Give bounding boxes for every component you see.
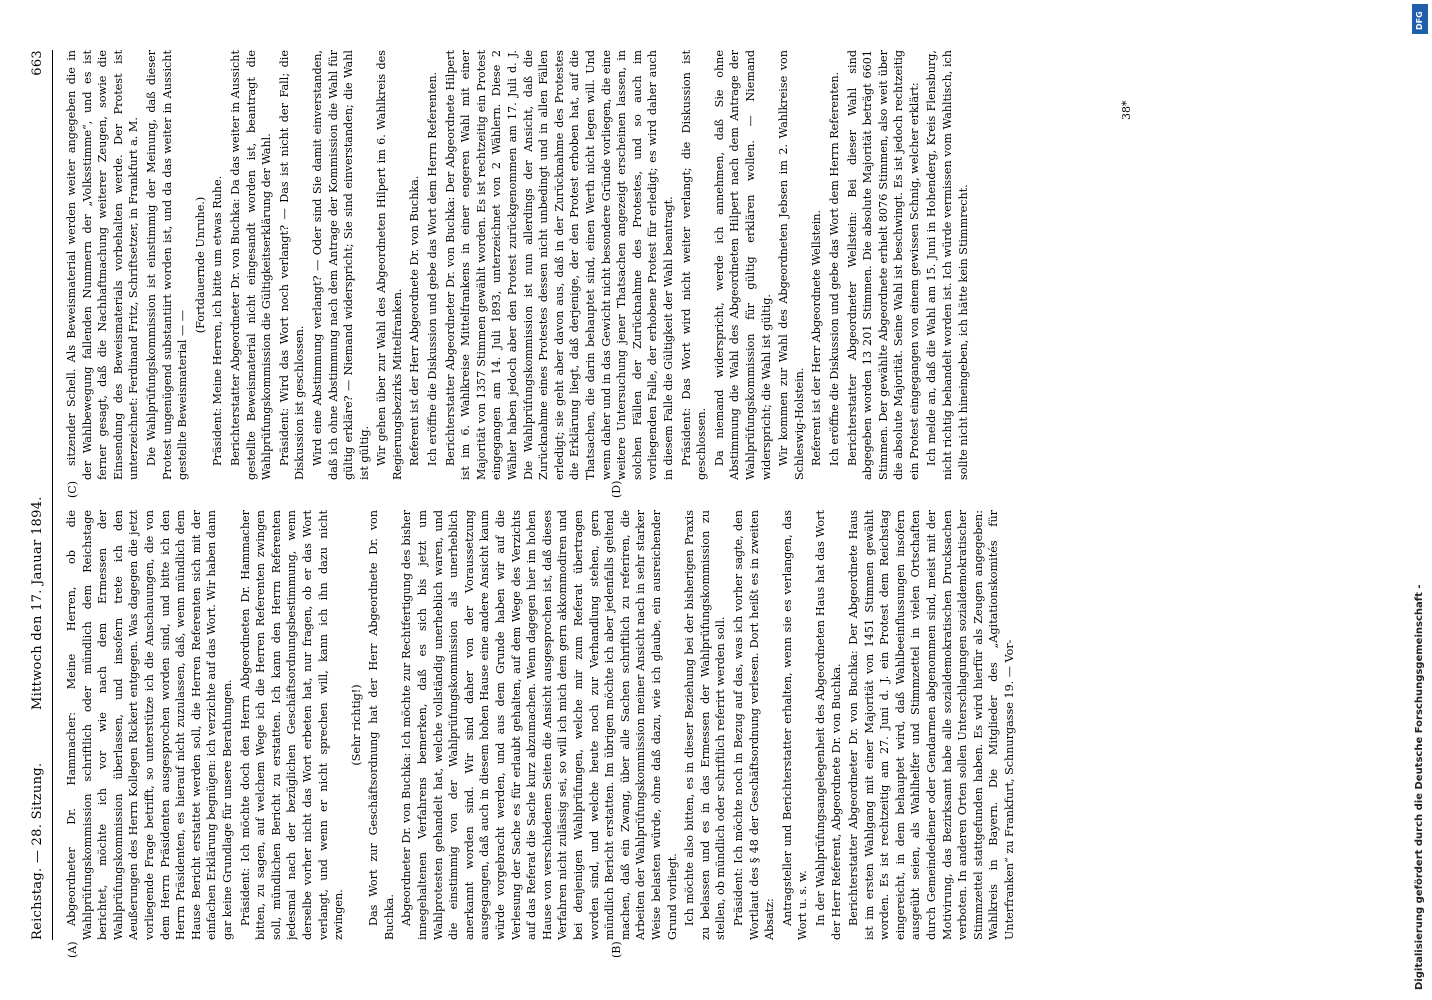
header-date: Mittwoch den 17. Januar 1894.	[30, 496, 45, 710]
paragraph: Wird eine Abstimmung verlangt? — Oder sind Sie damit einverstanden, daß ich ohne Abstimmung nach dem Antrage der Kommission die Wahl für gültig erkläre? — Niemand widerspricht; Sie sind einverstanden; die Wahl ist gültig.	[310, 50, 371, 480]
header-session: Reichstag. — 28. Sitzung.	[30, 762, 45, 940]
paragraph: Das Wort zur Geschäftsordnung hat der Herr Abgeordnete Dr. von Buchka.	[367, 510, 396, 940]
paragraph: Ich melde an, daß die Wahl am 15. Juni in Hohenderg, Kreis Flensburg, nicht richtig behandelt worden ist. Ich würde vermissen vom Wahltisch, ich sollte nicht hineingeben, ich hätte kein Stimmrecht.	[925, 50, 970, 480]
margin-marker-a: (A)	[66, 941, 79, 958]
paragraph: Präsident: Wird das Wort noch verlangt? — Das ist nicht der Fall; die Diskussion ist geschlossen.	[277, 50, 307, 480]
stage-direction: (Sehr richtig!)	[349, 684, 363, 766]
paragraph: Präsident: Meine Herren, ich bitte um etwas Ruhe.	[211, 175, 225, 466]
left-text-column	[64, 510, 1114, 940]
paragraph: Abgeordneter Dr. Hammacher: Meine Herren, ob die Wahlprüfungskommission schriftlich oder mündlich dem Reichstage berichtet, möchte ich vor wie nach dem Ermessen der Wahlprüfungskommission überlassen, und insofern trete ich den Aeußerungen des Herrn Kollegen Rickert entgegen. Was dagegen die jetzt vorliegende Frage betrifft, so unterstütze ich die Anschauungen, die von dem Herrn Präsidenten ausgesprochen worden sind, und bitte ich den Herrn Präsidenten, es hierauf nicht zuzulassen, daß, wenn mündlich dem Hause Bericht erstattet werden soll, die Herren Referenten sich mit der einfachen Erklärung begnügen: ich verzichte auf das Wort. Wir haben dann gar keine Grundlage für unsere Berathungen.	[65, 510, 234, 940]
dfg-logo-text: DFG	[1415, 11, 1424, 30]
folio-mark: 38*	[1120, 100, 1133, 120]
paragraph: Referent ist der Herr Abgeordnete Wellstein.	[810, 209, 824, 466]
paragraph: Berichterstatter Abgeordneter Dr. von Buchka: Der Abgeordnete Hilpert ist im 6. Wahlkreise Mittelfrankens in einer engeren Wahl mit einer Majorität von 1357 Stimmen gewählt worden. Es ist rechtzeitig ein Protest eingegangen am 14. Juli 1893, unterzeichnet von 2 Wählern. Diese 2 Wähler haben jedoch aber den Protest zurückgenommen am 17. Juli d. J. Die Wahlprüfungskommission ist nun allerdings der Ansicht, daß die Zurücknahme eines Protestes dessen nicht unbedingt und in allen Fällen erledigt; sie geht aber davon aus, daß in der Zurücknahme des Protestes die Erklärung liegt, daß derjenige, der den Protest erhoben hat, auf die Thatsachen, die darin behauptet sind, einen Werth nicht legen will. Und wenn daher und in das Gewicht nicht besondere Gründe vorliegen, die eine weitere Untersuchung jener Thatsachen angezeigt erscheinen lassen, in solchen Fällen der Zurücknahme des Protestes, und so auch im vorliegenden Falle, der erhobene Protest für erledigt; es wird daher auch in diesem Falle die Gültigkeit der Wahl beantragt.	[443, 50, 675, 480]
paragraph: Berichterstatter Abgeordneter Dr. von Buchka: Da das weiter in Aussicht gestellte Beweismaterial nicht eingesandt worden ist, beantragt die Wahlprüfungskommission die Gültigkeitserklärung der Wahl.	[228, 50, 274, 480]
right-text-column	[64, 50, 1114, 480]
dfg-logo	[1412, 4, 1428, 34]
margin-marker-b: (B)	[610, 941, 623, 958]
paragraph: Antragsteller und Berichterstatter erhalten, wenn sie es verlangen, das Wort u. s. w.	[780, 510, 810, 940]
paragraph: Wir gehen über zur Wahl des Abgeordneten Hilpert im 6. Wahlkreis des Regierungsbezirks Mittelfranken.	[375, 50, 404, 480]
page-header	[30, 50, 52, 940]
margin-marker-d: (D)	[610, 480, 623, 498]
paragraph: Die Wahlprüfungskommission ist einstimmig der Meinung, daß dieser Protest ungenügend substantiirt worden ist, und da das weiter in Aussicht gestellte Beweismaterial — —	[144, 50, 190, 480]
stage-direction: (Fortdauernde Unruhe.)	[193, 196, 207, 334]
paragraph: Berichterstatter Abgeordneter Wellstein: Bei dieser Wahl sind abgegeben worden 13 201 Stimmen. Die absolute Majorität beträgt 6601 Stimmen. Der gewählte Abgeordnete erhielt 8076 Stimmen, also weit über die absolute Majorität. Seine Wahl ist beschwingt. Es ist jedoch rechtzeitig ein Protest eingegangen von einem gewissen Schnig, welcher erklärt:	[845, 50, 921, 480]
page-number: 663	[30, 50, 45, 76]
digitization-sidebar	[1408, 0, 1432, 1000]
paragraph: Ich eröffne die Diskussion und gebe das Wort dem Herrn Referenten.	[827, 71, 841, 466]
paragraph: Abgeordneter Dr. von Buchka: Ich möchte zur Rechtfertigung des bisher innegehaltenen Verfahrens bemerken, daß es sich bis jetzt um Wahlprotesten gehandelt hat, welche vollständig unerheblich waren, und die einstimmig von der Wahlprüfungskommission als unerheblich anerkannt worden sind. Wir sind daher von der Voraussetzung ausgegangen, daß auch in diesem hohen Hause eine andere Ansicht kaum würde vorgebracht werden, und aus dem Grunde haben wir auf die Verlesung der Sache es für erlaubt gehalten, auf dem Wege des Verzichts auf das Referat die Sache kurz abzumachen. Wenn dagegen hier im hohen Hause von verschiedenen Seiten die Ansicht ausgesprochen ist, daß dieses Verfahren nicht zulässig sei, so will ich mich dem gern akkommodiren und bei denjenigen Wahlprüfungen, welche mir zum Referat übertragen worden sind, und welche heute noch zur Verhandlung stehen, gern mündlich Bericht erstatten. Im übrigen möchte ich aber jedenfalls geltend machen, daß ein Zwang, über alle Sachen schriftlich zu referiren, die Arbeiten der Wahlprüfungskommission meiner Ansicht nach in sehr starker Weise belasten würde, ohne daß dazu, wie ich glaube, ein ausreichender Grund vorliegt.	[400, 510, 679, 940]
header-rule	[52, 50, 53, 940]
paragraph: Berichterstatter Abgeordneter Dr. von Buchka: Der Abgeordnete Haus ist im ersten Wahlgang mit einer Majorität von 1451 Stimmen gewählt worden. Es ist rechtzeitig am 27. Juni d. J. ein Protest dem Reichstag eingereicht, in dem behauptet wird, daß Wahlbeeinflussungen insofern ausgeübt seien, als Wahlhelfer und Stimmzettel in vielen Ortschaften durch Gemeindediener oder Gendarmen abgenommen sind, meist mit der Motivirung, das Bezirksamt habe alle sozialdemokratischen Drucksachen verboten. In anderen Orten sollen Unterschlagungen sozialdemokratischer Stimmzettel stattgefunden haben. Es wird hierfür als Zeugen angegeben: Wahlkreis in Bayern. Die Mitglieder des „Agitationskomités für Unterfranken“ zu Frankfurt, Schnurgasse 19. — Vor-	[847, 510, 1017, 940]
paragraph: Präsident: Ich möchte doch den Herrn Abgeordneten Dr. Hammacher bitten, zu sagen, auf welchem Wege ich die Herren Referenten zwingen soll, mündlichen Bericht zu erstatten. Ich kann den Herrn Referenten jedesmal nach der bezüglichen Geschäftsordnungsbestimmung, wenn derselbe vorher nicht das Wort erbeten hat, nur fragen, ob er das Wort verlangt, und wenn er nicht sprechen will, kann ich ihn dazu nicht zwingen.	[238, 510, 346, 940]
paragraph: Da niemand widerspricht, werde ich annehmen, daß Sie ohne Abstimmung die Wahl des Abgeordneten Hilpert nach dem Antrage der Wahlprüfungskommission für gültig erklären wollen. — Niemand widerspricht; die Wahl ist gültig.	[712, 50, 773, 480]
paragraph: Referent ist der Herr Abgeordnete Dr. von Buchka.	[408, 175, 422, 466]
margin-marker-c: (C)	[66, 481, 79, 498]
paragraph: Ich möchte also bitten, es in dieser Beziehung bei der bisherigen Praxis zu belassen und es in das Ermessen der Wahlprüfungskommission zu stellen, ob mündlich oder schriftlich referirt werden soll.	[683, 510, 728, 940]
paragraph: sitzender Schell. Als Beweismaterial werden weiter angegeben die in der Wahlbewegung fallenden Nummern der „Volksstimme“, und es ist ferner gesagt, daß die Nachhaftmachung weiterer Zeugen, sowie die Einsendung des Beweismaterials vorbehalten werde. Der Protest ist unterzeichnet: Ferdinand Fritz, Schriftsetzer, in Frankfurt a. M.	[65, 50, 141, 480]
paragraph: Präsident: Das Wort wird nicht weiter verlangt; die Diskussion ist geschlossen.	[679, 50, 709, 480]
paragraph: Ich eröffne die Diskussion und gebe das Wort dem Herrn Referenten.	[426, 71, 440, 466]
paragraph: Wir kommen zur Wahl des Abgeordneten Jebsen im 2. Wahlkreise von Schleswig-Holstein.	[777, 50, 806, 480]
paragraph: In der Wahlprüfungsangelegenheit des Abgeordneten Haus hat das Wort der Herr Referent, Abgeordnete Dr. von Buchka.	[813, 510, 843, 940]
paragraph: Präsident: Ich möchte noch in Bezug auf das, was ich vorher sagte, den Wortlaut des § 48 der Geschäftsordnung verlesen. Dort heißt es in zweiten Absatz:	[731, 510, 777, 940]
sidebar-credit-text: Digitalisierung gefördert durch die Deutsche Forschungsgemeinschaft -	[1414, 584, 1425, 990]
